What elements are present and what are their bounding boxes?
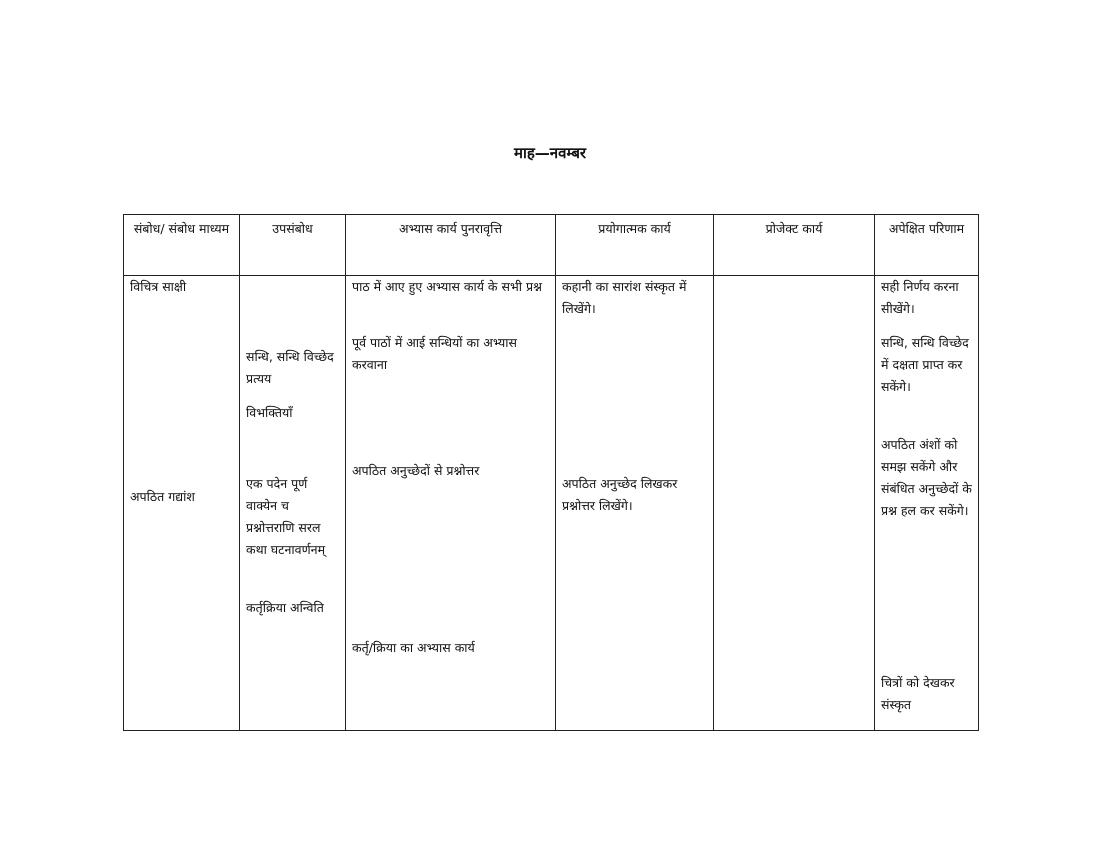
outcome-item: चित्रों को देखकर संस्कृत bbox=[881, 675, 955, 712]
practice-revision-cell bbox=[346, 276, 556, 731]
expected-outcome-cell bbox=[875, 276, 979, 731]
outcome-item: सही निर्णय करना सीखेंगे। bbox=[881, 279, 959, 316]
concept-cell bbox=[124, 276, 240, 731]
practical-item: अपठित अनुच्छेद लिखकर प्रश्नोत्तर लिखेंगे। bbox=[562, 476, 678, 513]
header-concept: संबोध/ संबोध माध्यम bbox=[124, 215, 240, 276]
outcome-item: सन्धि, सन्धि विच्छेद में दक्षता प्राप्त कर सकेंगे। bbox=[881, 335, 969, 394]
sub-concept-item: विभक्तियाँ bbox=[246, 405, 293, 420]
practical-item: कहानी का सारांश संस्कृत में लिखेंगे। bbox=[562, 279, 687, 316]
page-title: माह—नवम्बर bbox=[513, 144, 587, 162]
concept-item: अपठित गद्यांश bbox=[130, 489, 195, 504]
practical-work-cell bbox=[556, 276, 714, 731]
project-work-cell bbox=[714, 276, 875, 731]
practice-item: पूर्व पाठों में आई सन्धियों का अभ्यास करवाना bbox=[352, 335, 517, 372]
table-header-row bbox=[124, 215, 979, 276]
lesson-plan-table bbox=[123, 214, 979, 731]
sub-concept-cell bbox=[240, 276, 346, 731]
table-row bbox=[124, 276, 979, 731]
header-sub-concept: उपसंबोध bbox=[240, 215, 346, 276]
sub-concept-item: एक पदेन पूर्ण वाक्येन च प्रश्नोत्तराणि सरल कथा घटनावर्णनम् bbox=[246, 476, 326, 557]
sub-concept-item: सन्धि, सन्धि विच्छेद प्रत्यय bbox=[246, 349, 334, 386]
outcome-item: अपठित अंशों को समझ सकेंगे और संबंधित अनुच्छेदों के प्रश्न हल कर सकेंगे। bbox=[881, 437, 972, 518]
header-practical-work: प्रयोगात्मक कार्य bbox=[556, 215, 714, 276]
practice-item: पाठ में आए हुए अभ्यास कार्य के सभी प्रश्न bbox=[352, 279, 542, 294]
header-practice-revision: अभ्यास कार्य पुनरावृत्ति bbox=[346, 215, 556, 276]
concept-item: विचित्र साक्षी bbox=[130, 279, 187, 294]
practice-item: कर्तृ/क्रिया का अभ्यास कार्य bbox=[352, 640, 475, 655]
header-project-work: प्रोजेक्ट कार्य bbox=[714, 215, 875, 276]
sub-concept-item: कर्तृक्रिया अन्विति bbox=[246, 600, 324, 615]
practice-item: अपठित अनुच्छेदों से प्रश्नोत्तर bbox=[352, 463, 480, 478]
header-expected-outcome: अपेक्षित परिणाम bbox=[875, 215, 979, 276]
